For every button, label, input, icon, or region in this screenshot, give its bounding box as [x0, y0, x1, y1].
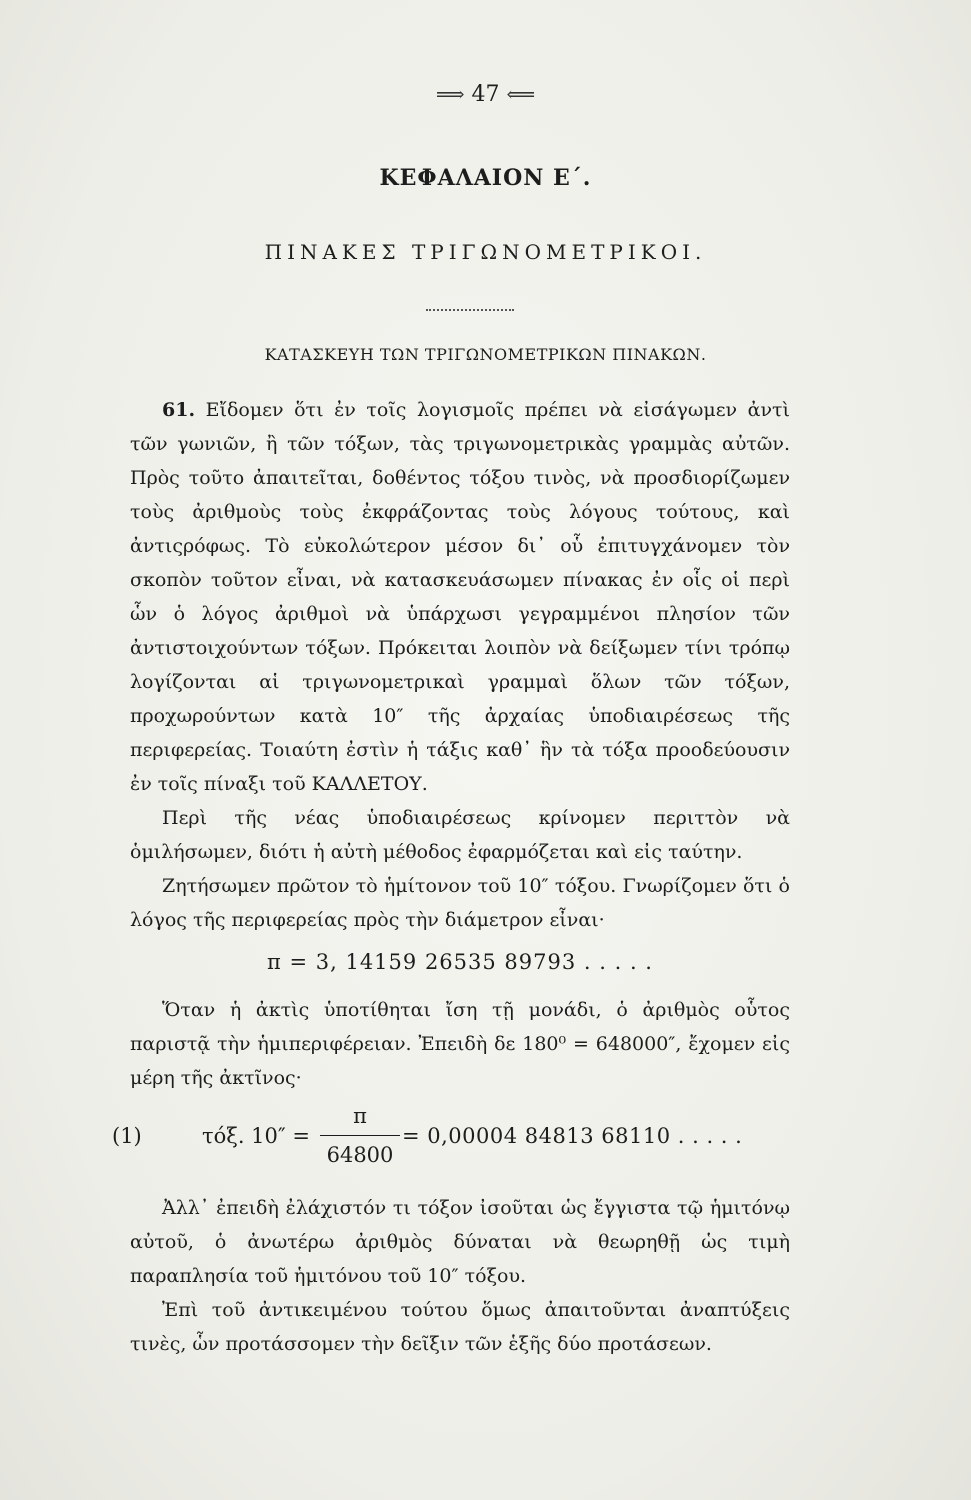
paragraph: Ὅταν ἡ ἀκτὶς ὑποτίθηται ἴση τῇ μονάδι, ὁ ἀριθμὸς οὗτος παριστᾷ τὴν ἡμιπεριφέρειαν. Ἐπειδὴ δε 180⁰ = 648000″, ἔχομεν εἰς μέρη τῆς ἀκτῖνος·: [130, 999, 790, 1089]
page-header: [0, 82, 971, 107]
paragraph: Ἀλλ᾽ ἐπειδὴ ἐλάχιστόν τι τόξον ἰσοῦται ὡς ἔγγιστα τῷ ἡμιτόνῳ αὐτοῦ, ὁ ἀνωτέρω ἀριθμὸς δύναται νὰ θεωρηθῇ ὡς τιμὴ παραπλησία τοῦ ἡμιτόνου τοῦ 10″ τόξου.: [130, 1197, 790, 1287]
fraction-numerator: π: [320, 1099, 400, 1136]
equation-label: (1): [112, 1124, 142, 1148]
chapter-title: ΚΕΦΑΛΑΙΟΝ Ε΄.: [379, 165, 592, 191]
paragraph-number: 61.: [162, 399, 196, 421]
equation-lhs: τόξ. 10″ =: [202, 1124, 311, 1148]
paragraph: Ἐπὶ τοῦ ἀντικειμένου τούτου ὅμως ἀπαιτοῦνται ἀναπτύξεις τινὲς, ὧν προτάσσομεν τὴν δεῖξιν τῶν ἑξῆς δύο προτάσεων.: [130, 1299, 790, 1355]
fraction-denominator: 64800: [326, 1143, 394, 1167]
page-number: 47: [471, 82, 500, 107]
fraction: [320, 1099, 400, 1172]
paragraph: Ζητήσωμεν πρῶτον τὸ ἡμίτονον τοῦ 10″ τόξου. Γνωρίζομεν ὅτι ὁ λόγος τῆς περιφερείας πρὸς τὴν διάμετρον εἶναι·: [130, 875, 790, 931]
paragraph-text: Εἴδομεν ὅτι ἐν τοῖς λογισμοῖς πρέπει νὰ εἰσάγωμεν ἀντὶ τῶν γωνιῶν, ἢ τῶν τόξων, τὰς τριγωνομετρικὰς γραμμὰς αὐτῶν. Πρὸς τοῦτο ἀπαιτεῖται, δοθέντος τόξου τινὸς, νὰ προσδιορίζωμεν τοὺς ἀριθμοὺς τοὺς ἐκφράζοντας τοὺς λόγους τούτους, καὶ ἀντιςρόφως. Τὸ εὐκολώτερον μέσον δι᾽ οὗ ἐπιτυγχάνομεν τὸν σκοπὸν τοῦτον εἶναι, νὰ κατασκευάσωμεν πίνακας ἐν οἷς οἱ περὶ ὧν ὁ λόγος ἀριθμοὶ νὰ ὑπάρχωσι γεγραμμένοι πλησίον τῶν ἀντιστοιχούντων τόξων. Πρόκειται λοιπὸν νὰ δείξωμεν τίνι τρόπῳ λογίζονται αἱ τριγωνομετρικαὶ γραμμαὶ ὅλων τῶν τόξων, προχωρούντων κατὰ 10″ τῆς ἀρχαίας ὑποδιαιρέσεως τῆς περιφερείας. Τοιαύτη ἐστὶν ἡ τάξις καθ᾽ ἣν τὰ τόξα προοδεύουσιν ἐν τοῖς πίναξι τοῦ ΚΑΛΛΕΤΟΥ.: [130, 399, 790, 795]
equation-rhs: = 0,00004 84813 68110 . . . . .: [402, 1124, 743, 1148]
section-title: ΚΑΤΑΣΚΕΥΗ ΤΩΝ ΤΡΙΓΩΝΟΜΕΤΡΙΚΩΝ ΠΙΝΑΚΩΝ.: [264, 345, 707, 364]
ornament-right-icon: ⟸: [506, 82, 536, 106]
divider: [426, 309, 514, 311]
body-text: [112, 393, 790, 1361]
paragraph-61: [130, 393, 790, 801]
equation-1: [112, 1104, 790, 1185]
tables-title: ΠΙΝΑΚΕΣ ΤΡΙΓΩΝΟΜΕΤΡΙΚΟΙ.: [264, 240, 707, 264]
paragraph: Περὶ τῆς νέας ὑποδιαιρέσεως κρίνομεν περιττὸν νὰ ὁμιλήσωμεν, διότι ἡ αὐτὴ μέθοδος ἐφαρμόζεται καὶ εἰς ταύτην.: [130, 807, 790, 863]
ornament-left-icon: ⟹: [435, 82, 465, 106]
pi-formula: π = 3, 14159 26535 89793 . . . . .: [267, 950, 653, 974]
